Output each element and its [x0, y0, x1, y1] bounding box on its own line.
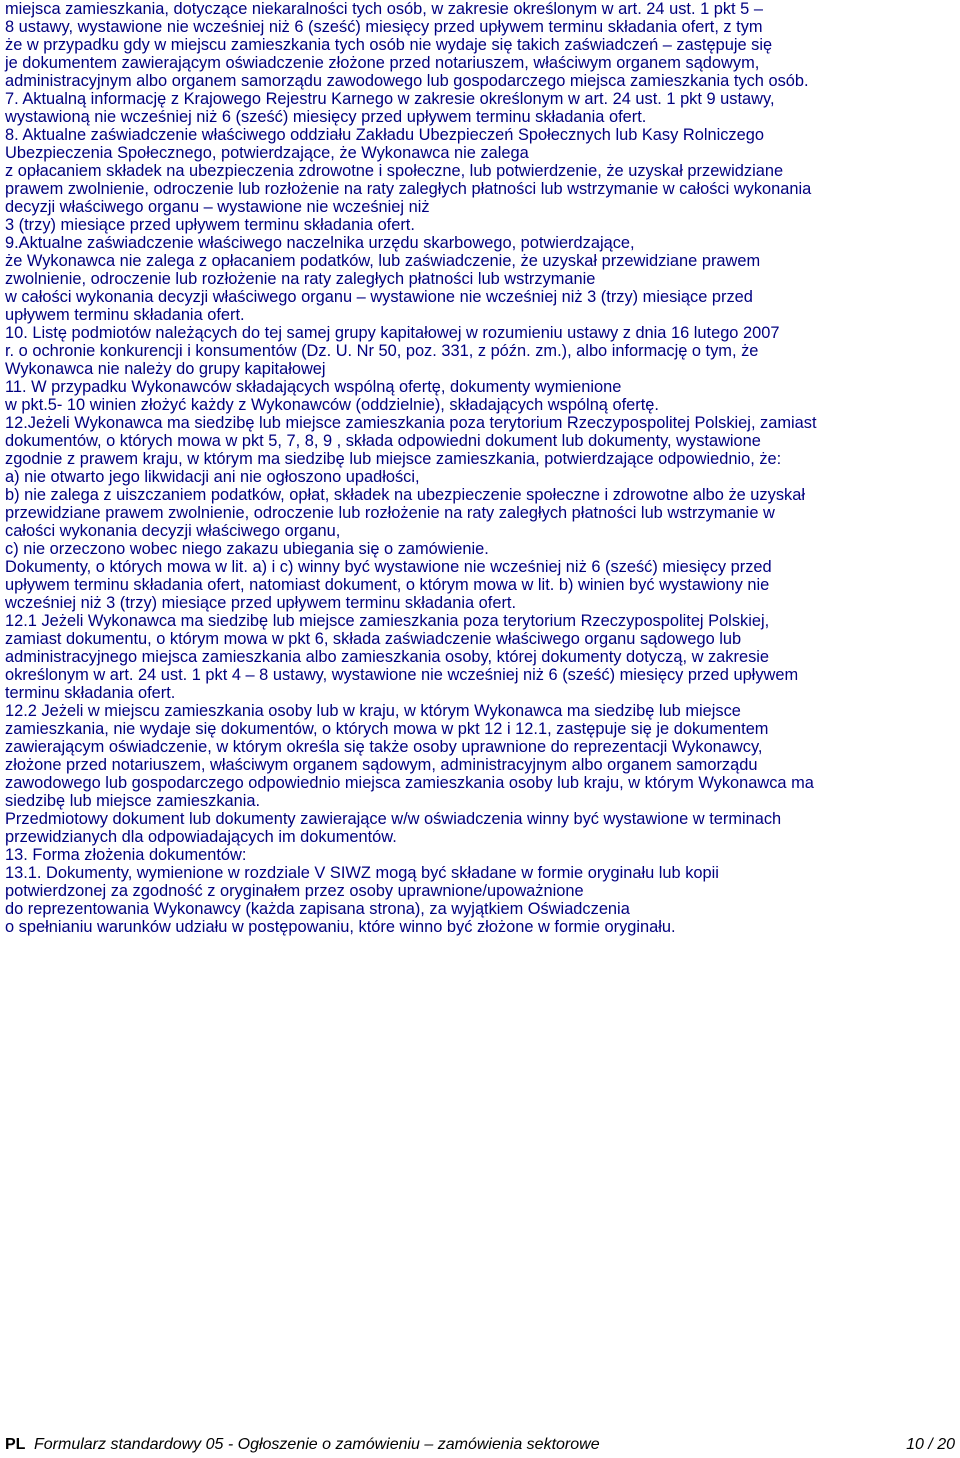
text-line: Ubezpieczenia Społecznego, potwierdzające, że Wykonawca nie zalega — [5, 144, 529, 162]
text-line: Przedmiotowy dokument lub dokumenty zawierające w/w oświadczenia winny być wystawione w terminach — [5, 810, 782, 828]
text-line: zawierającym oświadczenie, w którym określa się także osoby uprawnione do reprezentacji Wykonawcy, — [5, 738, 763, 756]
text-line: zgodnie z prawem kraju, w którym ma siedzibę lub miejsce zamieszkania, potwierdzające odpowiednio, że: — [5, 450, 782, 468]
text-line: o spełnianiu warunków udziału w postępowaniu, które winno być złożone w formie oryginału. — [5, 918, 676, 936]
footer-page-number: 10 / 20 — [906, 1436, 955, 1453]
text-line: złożone przed notariuszem, właściwym organem sądowym, administracyjnym albo organem samorządu — [5, 756, 758, 774]
text-line: b) nie zalega z uiszczaniem podatków, opłat, składek na ubezpieczenie społeczne i zdrowotne albo że uzyskał — [5, 486, 805, 504]
text-line: z opłacaniem składek na ubezpieczenia zdrowotne i społeczne, lub potwierdzenie, że uzyskał przewidziane — [5, 162, 784, 180]
text-line: a) nie otwarto jego likwidacji ani nie ogłoszono upadłości, — [5, 468, 420, 486]
text-line: administracyjnym albo organem samorządu zawodowego lub gospodarczego miejsca zamieszkania tych osób. — [5, 72, 809, 90]
footer-form-title: Formularz standardowy 05 - Ogłoszenie o zamówieniu – zamówienia sektorowe — [34, 1436, 600, 1453]
text-line: zawodowego lub gospodarczego odpowiednio miejsca zamieszkania osoby lub kraju, w którym Wykonawca ma — [5, 774, 814, 792]
text-line: 13. Forma złożenia dokumentów: — [5, 846, 247, 864]
text-line: wystawioną nie wcześniej niż 6 (sześć) miesięcy przed upływem terminu składania ofert. — [5, 108, 647, 126]
text-line: potwierdzonej za zgodność z oryginałem przez osoby uprawnione/upoważnione — [5, 882, 584, 900]
text-line: zamieszkania, nie wydaje się dokumentów, o których mowa w pkt 12 i 12.1, zastępuje się je dokumentem — [5, 720, 769, 738]
text-line: 12.Jeżeli Wykonawca ma siedzibę lub miejsce zamieszkania poza terytorium Rzeczypospolitej Polskiej, zamiast — [5, 414, 817, 432]
text-line: że Wykonawca nie zalega z opłacaniem podatków, lub zaświadczenie, że uzyskał przewidziane prawem — [5, 252, 761, 270]
text-line: je dokumentem zawierającym oświadczenie złożone przed notariuszem, właściwym organem sądowym, — [5, 54, 760, 72]
text-line: r. o ochronie konkurencji i konsumentów (Dz. U. Nr 50, poz. 331, z późn. zm.), albo informację o tym, że — [5, 342, 759, 360]
text-line: terminu składania ofert. — [5, 684, 176, 702]
text-line: 13.1. Dokumenty, wymienione w rozdziale V SIWZ mogą być składane w formie oryginału lub kopii — [5, 864, 719, 882]
text-line: 12.2 Jeżeli w miejscu zamieszkania osoby lub w kraju, w którym Wykonawca ma siedzibę lub miejsce — [5, 702, 741, 720]
text-line: upływem terminu składania ofert. — [5, 306, 245, 324]
text-line: w całości wykonania decyzji właściwego organu – wystawione nie wcześniej niż 3 (trzy) miesiące przed — [5, 288, 753, 306]
text-line: 9.Aktualne zaświadczenie właściwego naczelnika urzędu skarbowego, potwierdzające, — [5, 234, 635, 252]
text-line: 10. Listę podmiotów należących do tej samej grupy kapitałowej w rozumieniu ustawy z dnia 16 lutego 2007 — [5, 324, 780, 342]
text-line: decyzji właściwego organu – wystawione nie wcześniej niż — [5, 198, 430, 216]
text-line: 8. Aktualne zaświadczenie właściwego oddziału Zakładu Ubezpieczeń Społecznych lub Kasy Rolniczego — [5, 126, 764, 144]
text-line: że w przypadku gdy w miejscu zamieszkania tych osób nie wydaje się takich zaświadczeń – zastępuje się — [5, 36, 773, 54]
text-line: 11. W przypadku Wykonawców składających wspólną ofertę, dokumenty wymienione — [5, 378, 622, 396]
text-line: wcześniej niż 3 (trzy) miesiące przed upływem terminu składania ofert. — [5, 594, 517, 612]
text-line: Dokumenty, o których mowa w lit. a) i c) winny być wystawione nie wcześniej niż 6 (sześć) miesięcy przed — [5, 558, 772, 576]
text-line: prawem zwolnienie, odroczenie lub rozłożenie na raty zaległych płatności lub wstrzymanie w całości wykonania — [5, 180, 812, 198]
text-line: 3 (trzy) miesiące przed upływem terminu składania ofert. — [5, 216, 415, 234]
document-body — [5, 0, 955, 936]
text-line: w pkt.5- 10 winien złożyć każdy z Wykonawców (oddzielnie), składających wspólną ofertę. — [5, 396, 659, 414]
text-line: c) nie orzeczono wobec niego zakazu ubiegania się o zamówienie. — [5, 540, 489, 558]
text-line: 12.1 Jeżeli Wykonawca ma siedzibę lub miejsce zamieszkania poza terytorium Rzeczypospolitej Polskiej, — [5, 612, 770, 630]
text-line: administracyjnego miejsca zamieszkania albo zamieszkania osoby, której dokumenty dotyczą, w zakresie — [5, 648, 770, 666]
text-line: 8 ustawy, wystawione nie wcześniej niż 6 (sześć) miesięcy przed upływem terminu składania ofert, z tym — [5, 18, 763, 36]
page-footer — [5, 1436, 955, 1458]
text-line: upływem terminu składania ofert, natomiast dokument, o którym mowa w lit. b) winien być wystawiony nie — [5, 576, 770, 594]
text-line: przewidzianych dla odpowiadających im dokumentów. — [5, 828, 397, 846]
text-line: przewidziane prawem zwolnienie, odroczenie lub rozłożenie na raty zaległych płatności lub wstrzymanie w — [5, 504, 775, 522]
text-line: miejsca zamieszkania, dotyczące niekaralności tych osób, w zakresie określonym w art. 24 ust. 1 pkt 5 – — [5, 0, 763, 18]
text-line: zwolnienie, odroczenie lub rozłożenie na raty zaległych płatności lub wstrzymanie — [5, 270, 596, 288]
text-line: określonym w art. 24 ust. 1 pkt 4 – 8 ustawy, wystawione nie wcześniej niż 6 (sześć) miesięcy przed upływem — [5, 666, 799, 684]
text-line: 7. Aktualną informację z Krajowego Rejestru Karnego w zakresie określonym w art. 24 ust. 1 pkt 9 ustawy, — [5, 90, 775, 108]
text-line: całości wykonania decyzji właściwego organu, — [5, 522, 341, 540]
text-line: zamiast dokumentu, o którym mowa w pkt 6, składa zaświadczenie właściwego organu sądowego lub — [5, 630, 742, 648]
text-line: dokumentów, o których mowa w pkt 5, 7, 8, 9 , składa odpowiedni dokument lub dokumenty, wystawione — [5, 432, 761, 450]
text-line: do reprezentowania Wykonawcy (każda zapisana strona), za wyjątkiem Oświadczenia — [5, 900, 630, 918]
text-line: siedzibę lub miejsce zamieszkania. — [5, 792, 261, 810]
footer-language: PL — [5, 1436, 26, 1453]
text-line: Wykonawca nie należy do grupy kapitałowej — [5, 360, 326, 378]
